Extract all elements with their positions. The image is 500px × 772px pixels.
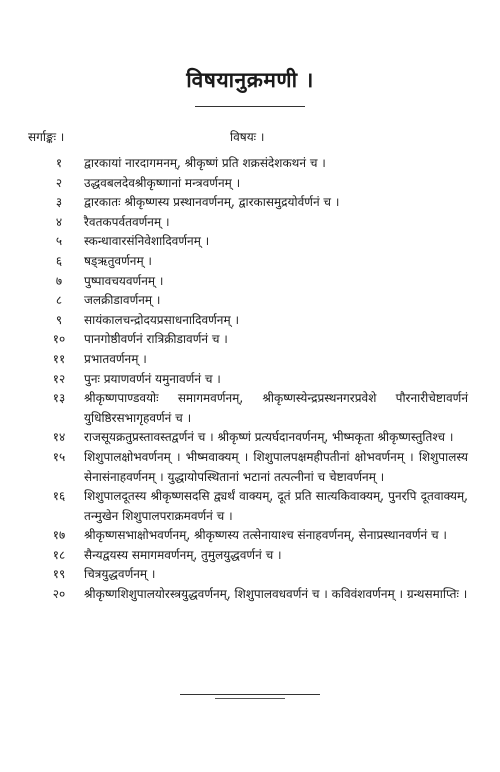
contents-entry (0, 174, 500, 194)
canto-number: १ (55, 156, 63, 170)
canto-number: २ (55, 175, 63, 190)
contents-entry (0, 370, 500, 390)
canto-topic: द्वारकातः श्रीकृष्णस्य प्रस्थानवर्णनम्, द्वारकासमुद्रयोर्वर्णनं च । (84, 195, 340, 210)
contents-entry (0, 565, 500, 585)
contents-entry (0, 350, 500, 370)
contents-entry (0, 311, 500, 331)
contents-entry (0, 546, 500, 566)
canto-topic: चित्रयुद्धवर्णनम् । (84, 567, 156, 582)
canto-number: १७ (52, 528, 66, 543)
canto-topic: प्रभातवर्णनम् । (84, 351, 147, 366)
canto-topic: सैन्यद्वयस्य समागमवर्णनम्, तुमुलयुद्धवर्णनं च । (84, 547, 282, 562)
canto-topic: उद्धवबलदेवश्रीकृष्णानां मन्त्रवर्णनम् । (84, 175, 241, 190)
canto-topic: श्रीकृष्णसभाक्षोभवर्णनम्, श्रीकृष्णस्य तत्सेनायाश्च संनाहवर्णनम्, सेनाप्रस्थानवर्णनं च । (84, 528, 447, 543)
canto-topic: सायंकालचन्द्रोदयप्रसाधनादिवर्णनम् । (84, 312, 240, 327)
canto-topic: पुनः प्रयाणवर्णनं यमुनावर्णनं च । (84, 371, 221, 386)
contents-entry (0, 428, 500, 448)
canto-topic: शिशुपालदूतस्य श्रीकृष्णसदसि द्व्यर्थं वाक्यम्, दूतं प्रति सात्यकिवाक्यम्, पुनरपि दूतवाक्यम्, तन्मुखेन शिशुपालपराक्रमवर्णनं च । (84, 489, 468, 523)
contents-entry (0, 213, 500, 233)
contents-entry (0, 389, 500, 428)
canto-topic: द्वारकायां नारदागमनम्, श्रीकृष्णं प्रति शक्रसंदेशकथनं च । (84, 156, 326, 170)
canto-number: १९ (52, 567, 66, 582)
canto-number: ३ (55, 195, 63, 210)
vishaya-column-header: विषयः । (230, 130, 265, 144)
contents-entry (0, 487, 500, 526)
contents-entry (0, 448, 500, 487)
canto-topic: पुष्पावचयवर्णनम् । (84, 273, 164, 288)
canto-number: ७ (55, 273, 63, 288)
contents-entry (0, 330, 500, 350)
canto-number: ९ (55, 312, 63, 327)
canto-number: २० (52, 587, 66, 602)
contents-entry (0, 154, 500, 174)
title-underline (195, 106, 305, 107)
canto-topic: श्रीकृष्णपाण्डवयोः समागमवर्णनम्, श्रीकृष्णस्येन्द्रप्रस्थनगरप्रवेशे पौरनारीचेष्टावर्णनं युधिष्ठिरसभागृहवर्णनं च । (84, 391, 468, 425)
canto-number: ६ (55, 253, 63, 268)
page-title: विषयानुक्रमणी । (186, 68, 314, 92)
canto-number: १० (52, 332, 66, 347)
canto-number: ५ (55, 234, 63, 249)
contents-entry (0, 526, 500, 546)
canto-topic: पानगोष्ठीवर्णनं रात्रिक्रीडावर्णनं च । (84, 332, 228, 347)
end-divider-short (215, 698, 285, 699)
contents-entry (0, 291, 500, 311)
canto-topic: स्कन्धावारसंनिवेशादिवर्णनम् । (84, 234, 210, 249)
sarga-column-header: सर्गाङ्कः । (28, 130, 65, 144)
canto-number: ११ (52, 351, 66, 366)
canto-topic: रैवतकपर्वतवर्णनम् । (84, 214, 170, 229)
canto-number: १४ (52, 430, 66, 445)
canto-number: १५ (52, 449, 66, 464)
contents-entry (0, 232, 500, 252)
canto-number: ४ (55, 214, 63, 229)
contents-entry (0, 585, 500, 605)
contents-entry (0, 272, 500, 292)
canto-number: १२ (52, 371, 66, 386)
contents-entry (0, 252, 500, 272)
canto-number: १६ (52, 489, 66, 504)
contents-list (0, 154, 500, 605)
canto-number: ८ (55, 293, 63, 308)
end-divider (180, 694, 320, 695)
canto-topic: जलक्रीडावर्णनम् । (84, 293, 161, 308)
canto-number: १३ (52, 391, 66, 406)
canto-topic: शिशुपालक्षोभवर्णनम् । भीष्मवाक्यम् । शिशुपालपक्षमहीपतीनां क्षोभवर्णनम् । शिशुपालस्य सेनासंनाहवर्णनम् । युद्धायोपस्थितानां भटानां तत्पत्नीनां च चेष्टावर्णनम् । (84, 449, 468, 484)
contents-entry (0, 193, 500, 213)
canto-topic: राजसूयक्रतुप्रस्तावस्तद्वर्णनं च । श्रीकृष्णं प्रत्यर्घदानवर्णनम्, भीष्मकृता श्रीकृष्णस्तुतिश्च । (84, 430, 454, 445)
canto-number: १८ (52, 547, 66, 562)
canto-topic: श्रीकृष्णशिशुपालयोरस्त्रयुद्धवर्णनम्, शिशुपालवधवर्णनं च । कविवंशवर्णनम् । ग्रन्थसमाप्तिः । (84, 587, 468, 602)
canto-topic: षड्ऋतुवर्णनम् । (84, 253, 152, 268)
